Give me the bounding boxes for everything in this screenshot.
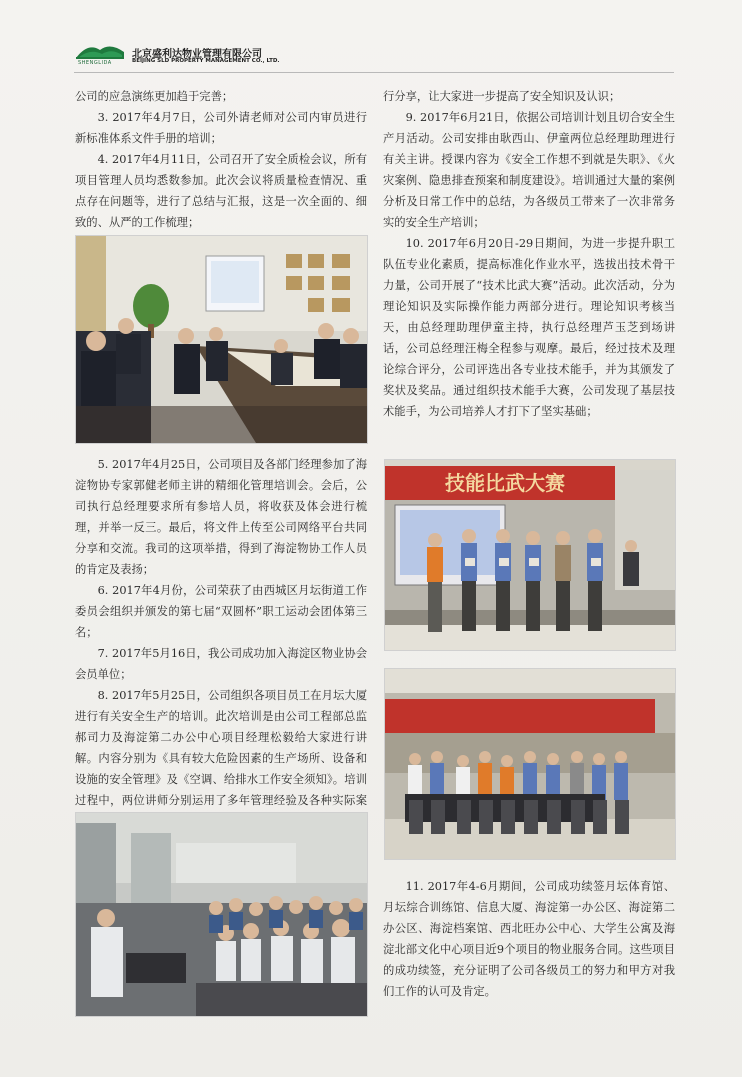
header-divider [74,72,674,73]
left-text-block-2 [75,454,367,832]
company-name-en: BEIJING SLD PROPERTY MANAGEMENT CO., LTD. [132,58,280,64]
paragraph: 公司的应急演练更加趋于完善； [75,90,234,103]
paragraph: 3. 2017年4月7日，公司外请老师对公司内审员进行新标准体系文件手册的培训； [75,111,367,145]
left-text-block-1 [75,86,367,233]
logo-text: SHENGLIDA [78,60,112,66]
photo-skills-competition-group [384,668,676,860]
right-text-block-2 [383,876,675,1002]
photo-safety-training [75,812,368,1017]
paragraph: 8. 2017年5月25日，公司组织各项目员工在月坛大厦进行有关安全生产的培训。此次培训是由公司工程部总监郝司力及海淀第二办公中心项目经理松毅给大家进行讲解。内容分别为《具有较大危险因素的生产场所、设备和设施的安全管理》及《空调、给排水工作安全须知》。培训过程中，两位讲师分别运用了多年管理经验及各种实际案 [75,689,367,807]
paragraph: 行分享，让大家进一步提高了安全知识及认识； [383,90,621,103]
paragraph: 7. 2017年5月16日，我公司成功加入海淀区物业协会会员单位； [75,647,367,681]
right-text-block-1 [383,86,675,422]
company-logo [74,40,126,62]
page-header [74,40,694,80]
paragraph: 11. 2017年4-6月期间，公司成功续签月坛体育馆、月坛综合训练馆、信息大厦、海淀第一办公区、海淀第二办公区、海淀档案馆、西北旺办公中心、大学生公寓及海淀北部文化中心项目近9个项目的物业服务合同。这些项目的成功续签，充分证明了公司各级员工的努力和甲方对我们工作的认可及肯定。 [383,880,675,998]
photo-skills-competition-awards [384,459,676,651]
paragraph: 6. 2017年4月份，公司荣获了由西城区月坛街道工作委员会组织并颁发的第七届“双圆杯”职工运动会团体第三名； [75,584,367,639]
paragraph: 4. 2017年4月11日，公司召开了安全质检会议，所有项目管理人员均悉数参加。此次会议将质量检查情况、重点存在问题等，进行了总结与汇报，这是一次全面的、细致的、从严的工作梳理； [75,153,367,229]
company-name-cn: 北京盛利达物业管理有限公司 [132,49,262,60]
paragraph: 9. 2017年6月21日，依据公司培训计划且切合安全生产月活动。公司安排由耿西山、伊童两位总经理助理进行有关主讲。授课内容为《安全工作想不到就是失职》、《火灾案例、隐患排查预案和制度建设》。培训通过大量的案例分析及日常工作中的总结，为各级员工带来了一次非常务实的安全生产培训； [383,111,675,229]
paragraph: 5. 2017年4月25日，公司项目及各部门经理参加了海淀物协专家郭健老师主讲的精细化管理培训会。会后，公司执行总经理要求所有参培人员，将收获及体会进行梳理，并举一反三。最后，将文件上传至公司网络平台共同分享和交流。我司的这项举措，得到了海淀物协工作人员的肯定及表扬； [75,458,367,576]
paragraph: 10. 2017年6月20日-29日期间，为进一步提升职工队伍专业化素质，提高标准化作业水平，选拔出技术骨干力量，公司开展了“技术比武大赛”活动。此次活动，分为理论知识及实际操作能力两部分进行。理论知识考核当天，由总经理助理伊童主持，执行总经理芦玉芝到场讲话，公司总经理汪梅全程参与观摩。最后，经过技术及理论综合评分，公司评选出各专业技术能手，并为其颁发了奖状及奖品。通过组织技术能手大赛，公司发现了基层技术能手，为公司培养人才打下了坚实基础； [383,237,675,418]
banner-text: 技能比武大赛 [445,471,565,495]
photo-safety-meeting [75,235,368,444]
